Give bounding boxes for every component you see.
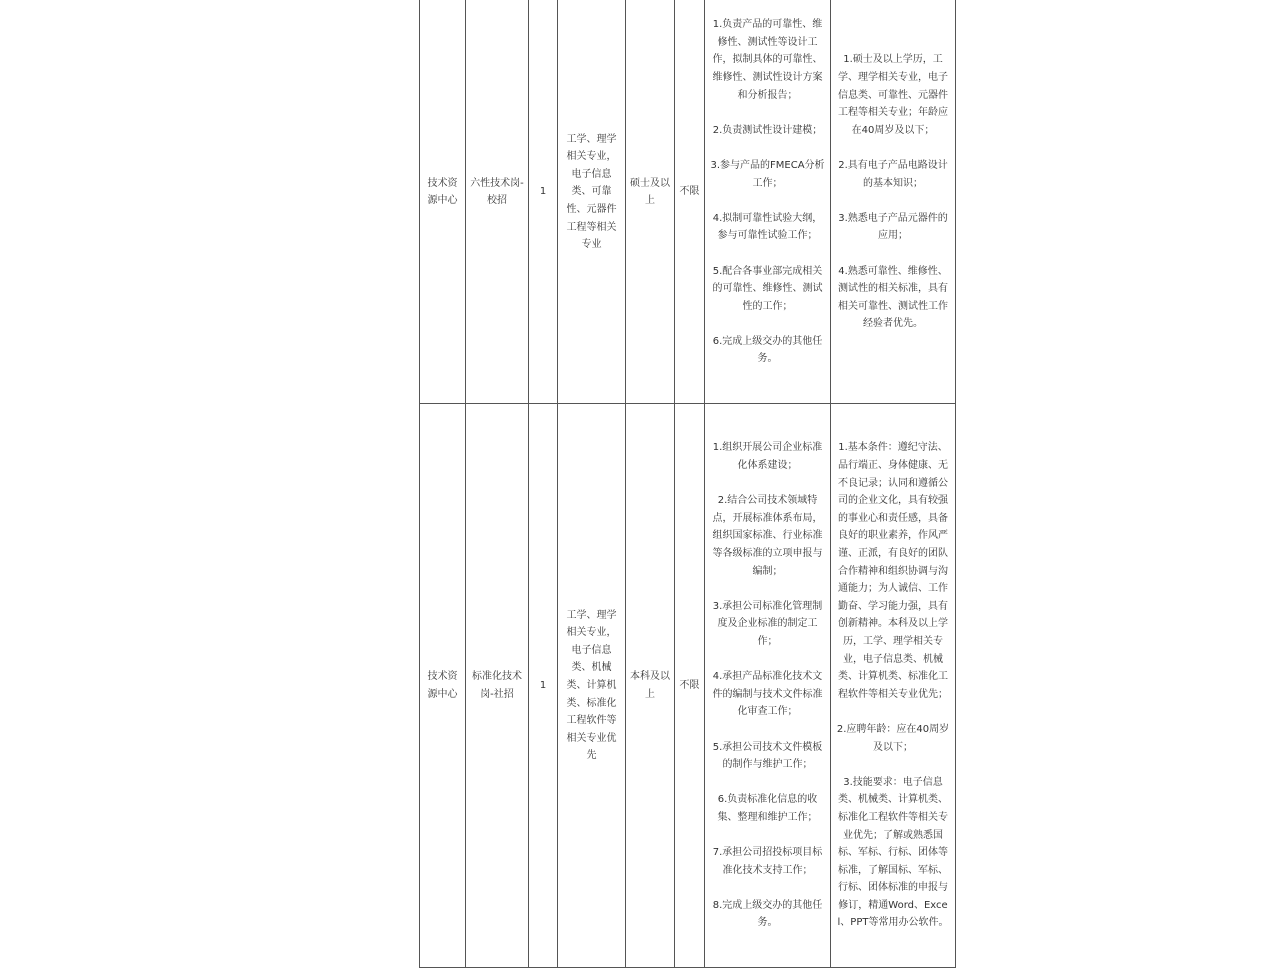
duty-item: 1.负责产品的可靠性、维修性、测试性等设计工作，拟制具体的可靠性、维修性、测试性设计方案和分析报告； bbox=[712, 19, 823, 101]
major-cell: 工学、理学相关专业，电子信息类、机械类、计算机类、标准化工程软件等相关专业优先 bbox=[558, 404, 626, 968]
duty-item: 5.配合各事业部完成相关的可靠性、维修性、测试性的工作； bbox=[712, 265, 823, 312]
table-row bbox=[420, 404, 956, 968]
duty-item: 1.组织开展公司企业标准化体系建设； bbox=[712, 442, 823, 472]
duty-item: 2.结合公司技术领域特点，开展标准体系布局，组织国家标准、行业标准等各级标准的立项申报与编制； bbox=[712, 495, 823, 577]
requirements-cell bbox=[831, 0, 956, 404]
count-cell: 1 bbox=[529, 404, 558, 968]
education-cell: 本科及以上 bbox=[626, 404, 675, 968]
requirement-item: 3.熟悉电子产品元器件的应用； bbox=[838, 212, 948, 242]
duty-item: 4.拟制可靠性试验大纲，参与可靠性试验工作； bbox=[712, 212, 823, 242]
table-row bbox=[420, 0, 956, 404]
job-table bbox=[419, 0, 956, 968]
requirement-item: 1.基本条件：遵纪守法、品行端正、身体健康、无不良记录；认同和遵循公司的企业文化，具有较强的事业心和责任感，具备良好的职业素养，作风严谨、正派，有良好的团队合作精神和组织协调与沟通能力；为人诚信、工作勤奋、学习能力强，具有创新精神。本科及以上学历，工学、理学相关专业，电子信息类、机械类、计算机类、标准化工程软件等相关专业优先； bbox=[838, 442, 948, 700]
duty-item: 6.完成上级交办的其他任务。 bbox=[712, 335, 823, 365]
position-cell: 六性技术岗-校招 bbox=[466, 0, 529, 404]
gender-cell: 不限 bbox=[675, 0, 705, 404]
duty-item: 5.承担公司技术文件模板的制作与维护工作； bbox=[712, 741, 823, 771]
duty-item: 4.承担产品标准化技术文件的编制与技术文件标准化审查工作； bbox=[712, 671, 823, 718]
position-cell: 标准化技术岗-社招 bbox=[466, 404, 529, 968]
major-cell: 工学、理学相关专业，电子信息类、可靠性、元器件工程等相关专业 bbox=[558, 0, 626, 404]
duties-cell bbox=[705, 404, 831, 968]
education-cell: 硕士及以上 bbox=[626, 0, 675, 404]
requirement-item: 2.应聘年龄：应在40周岁及以下； bbox=[836, 723, 950, 753]
department-cell: 技术资源中心 bbox=[420, 404, 466, 968]
job-table-container bbox=[419, 0, 955, 968]
gender-cell: 不限 bbox=[675, 404, 705, 968]
duty-item: 2.负责测试性设计建模； bbox=[712, 124, 823, 136]
duty-item: 3.参与产品的FMECA分析工作； bbox=[710, 159, 825, 189]
duty-item: 8.完成上级交办的其他任务。 bbox=[712, 899, 823, 929]
requirement-item: 4.熟悉可靠性、维修性、测试性的相关标准，具有相关可靠性、测试性工作经验者优先。 bbox=[838, 265, 948, 330]
requirements-cell bbox=[831, 404, 956, 968]
requirement-item: 3.技能要求：电子信息类、机械类、计算机类、标准化工程软件等相关专业优先；了解或熟悉国标、军标、行标、团体等标准，了解国标、军标、行标、团体标准的申报与修订，精通Word、Excel、PPT等常用办公软件。 bbox=[837, 776, 949, 929]
department-cell: 技术资源中心 bbox=[420, 0, 466, 404]
requirement-item: 1.硕士及以上学历，工学、理学相关专业，电子信息类、可靠性、元器件工程等相关专业；年龄应在40周岁及以下； bbox=[838, 54, 948, 136]
duty-item: 3.承担公司标准化管理制度及企业标准的制定工作； bbox=[712, 600, 823, 647]
count-cell: 1 bbox=[529, 0, 558, 404]
duty-item: 7.承担公司招投标项目标准化技术支持工作； bbox=[712, 847, 823, 876]
duties-cell bbox=[705, 0, 831, 404]
duty-item: 6.负责标准化信息的收集、整理和维护工作； bbox=[717, 794, 818, 823]
requirement-item: 2.具有电子产品电路设计的基本知识； bbox=[838, 159, 948, 189]
